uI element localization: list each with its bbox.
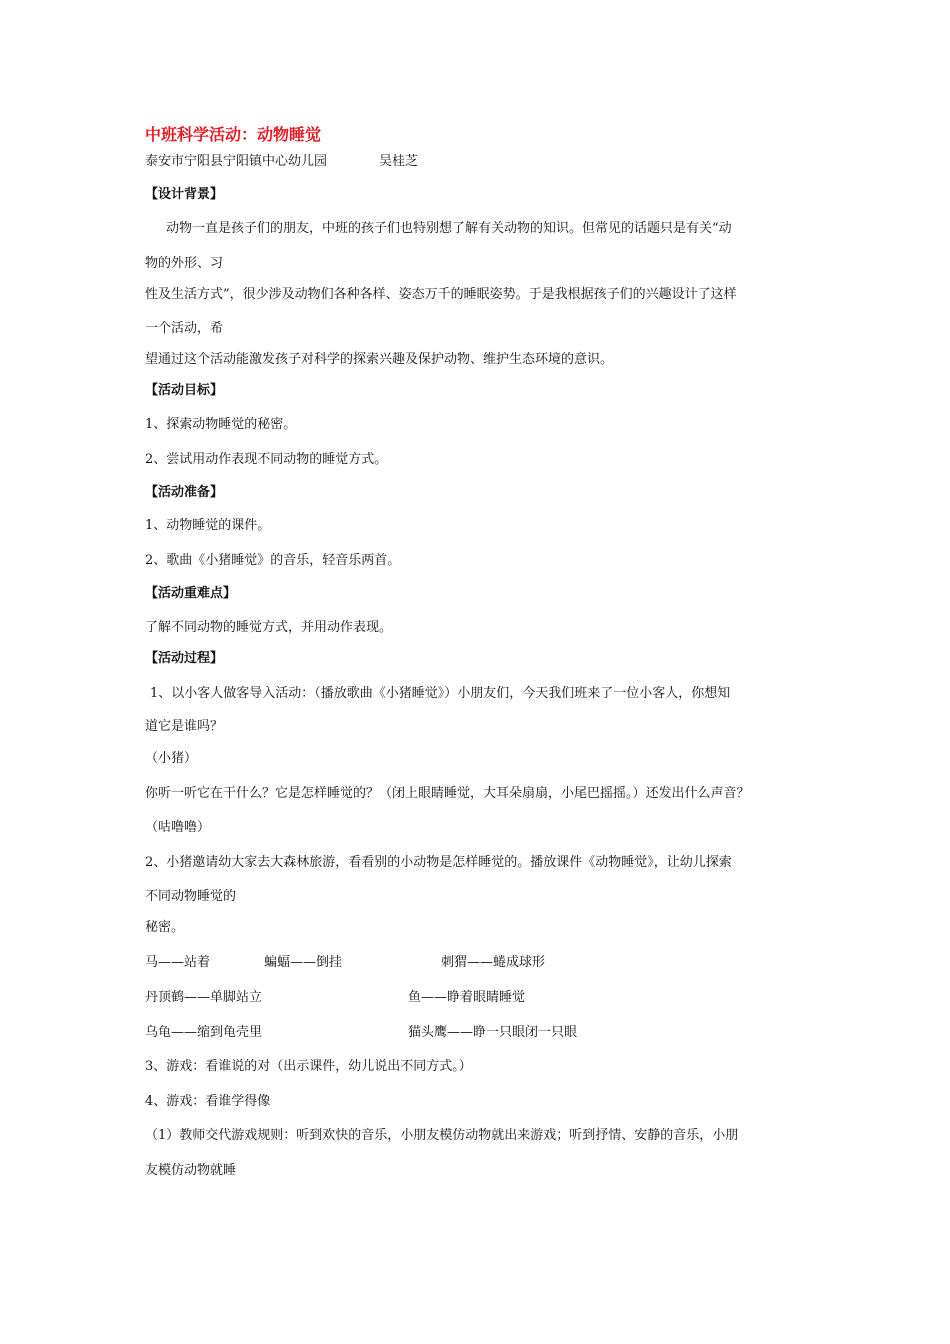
goal-item: 2、尝试用动作表现不同动物的睡觉方式。 bbox=[145, 452, 388, 467]
goal-item: 1、探索动物睡觉的秘密。 bbox=[145, 417, 297, 432]
background-line: 动物一直是孩子们的朋友，中班的孩子们也特别想了解有关动物的知识。但常见的话题只是有关“动 bbox=[166, 221, 732, 236]
process-line: （咕噜噜） bbox=[145, 820, 211, 835]
process-after-line: （1）教师交代游戏规则：听到欢快的音乐，小朋友模仿动物就出来游戏；听到抒情、安静的音乐，小朋 bbox=[145, 1128, 739, 1143]
school-name: 泰安市宁阳县宁阳镇中心幼儿园 bbox=[145, 154, 328, 169]
heading-prep: 【活动准备】 bbox=[145, 485, 224, 500]
process-after-line: 4、游戏：看谁学得像 bbox=[145, 1094, 271, 1109]
animal-item: 马——站着 bbox=[145, 955, 211, 970]
animal-item: 乌龟——缩到龟壳里 bbox=[145, 1025, 263, 1040]
process-after-line: 友模仿动物就睡 bbox=[145, 1163, 237, 1178]
process-line: （小猪） bbox=[145, 751, 198, 766]
animal-item: 蝙蝠——倒挂 bbox=[264, 955, 343, 970]
prep-item: 2、歌曲《小猪睡觉》的音乐，轻音乐两首。 bbox=[145, 553, 401, 568]
process-line: 道它是谁吗？ bbox=[145, 719, 224, 734]
background-line: 一个活动，希 bbox=[145, 321, 224, 336]
animal-item: 丹顶鹤——单脚站立 bbox=[145, 990, 263, 1005]
background-line: 物的外形、习 bbox=[145, 256, 224, 271]
heading-focus: 【活动重难点】 bbox=[145, 586, 237, 601]
background-line: 望通过这个活动能激发孩子对科学的探索兴趣及保护动物、维护生态环境的意识。 bbox=[145, 352, 614, 367]
author-name: 吴桂芝 bbox=[379, 154, 419, 169]
heading-background: 【设计背景】 bbox=[145, 187, 224, 202]
process-after-line: 3、游戏：看谁说的对（出示课件，幼儿说出不同方式。） bbox=[145, 1059, 472, 1074]
process-line: 秘密。 bbox=[145, 920, 185, 935]
prep-item: 1、动物睡觉的课件。 bbox=[145, 518, 271, 533]
heading-process: 【活动过程】 bbox=[145, 651, 224, 666]
author-line bbox=[145, 154, 418, 170]
background-line: 性及生活方式”，很少涉及动物们各种各样、姿态万千的睡眠姿势。于是我根据孩子们的兴趣设计了这样 bbox=[145, 287, 737, 302]
process-line: 你听一听它在干什么？它是怎样睡觉的？（闭上眼睛睡觉，大耳朵扇扇，小尾巴摇摇。）还发出什么声音？ bbox=[145, 786, 750, 801]
focus-text: 了解不同动物的睡觉方式，并用动作表现。 bbox=[145, 620, 393, 635]
heading-goals: 【活动目标】 bbox=[145, 383, 224, 398]
animal-item: 猫头鹰——睁一只眼闭一只眼 bbox=[408, 1025, 578, 1040]
animal-item: 鱼——睁着眼睛睡觉 bbox=[408, 990, 526, 1005]
process-line: 1、以小客人做客导入活动：（播放歌曲《小猪睡觉》）小朋友们，今天我们班来了一位小客人，你想知 bbox=[150, 686, 731, 701]
page-title: 中班科学活动：动物睡觉 bbox=[145, 125, 322, 144]
process-line: 不同动物睡觉的 bbox=[145, 889, 237, 904]
process-line: 2、小猪邀请幼大家去大森林旅游，看看别的小动物是怎样睡觉的。播放课件《动物睡觉》，让幼儿探索 bbox=[145, 855, 732, 870]
animal-item: 刺猬——蜷成球形 bbox=[441, 955, 546, 970]
